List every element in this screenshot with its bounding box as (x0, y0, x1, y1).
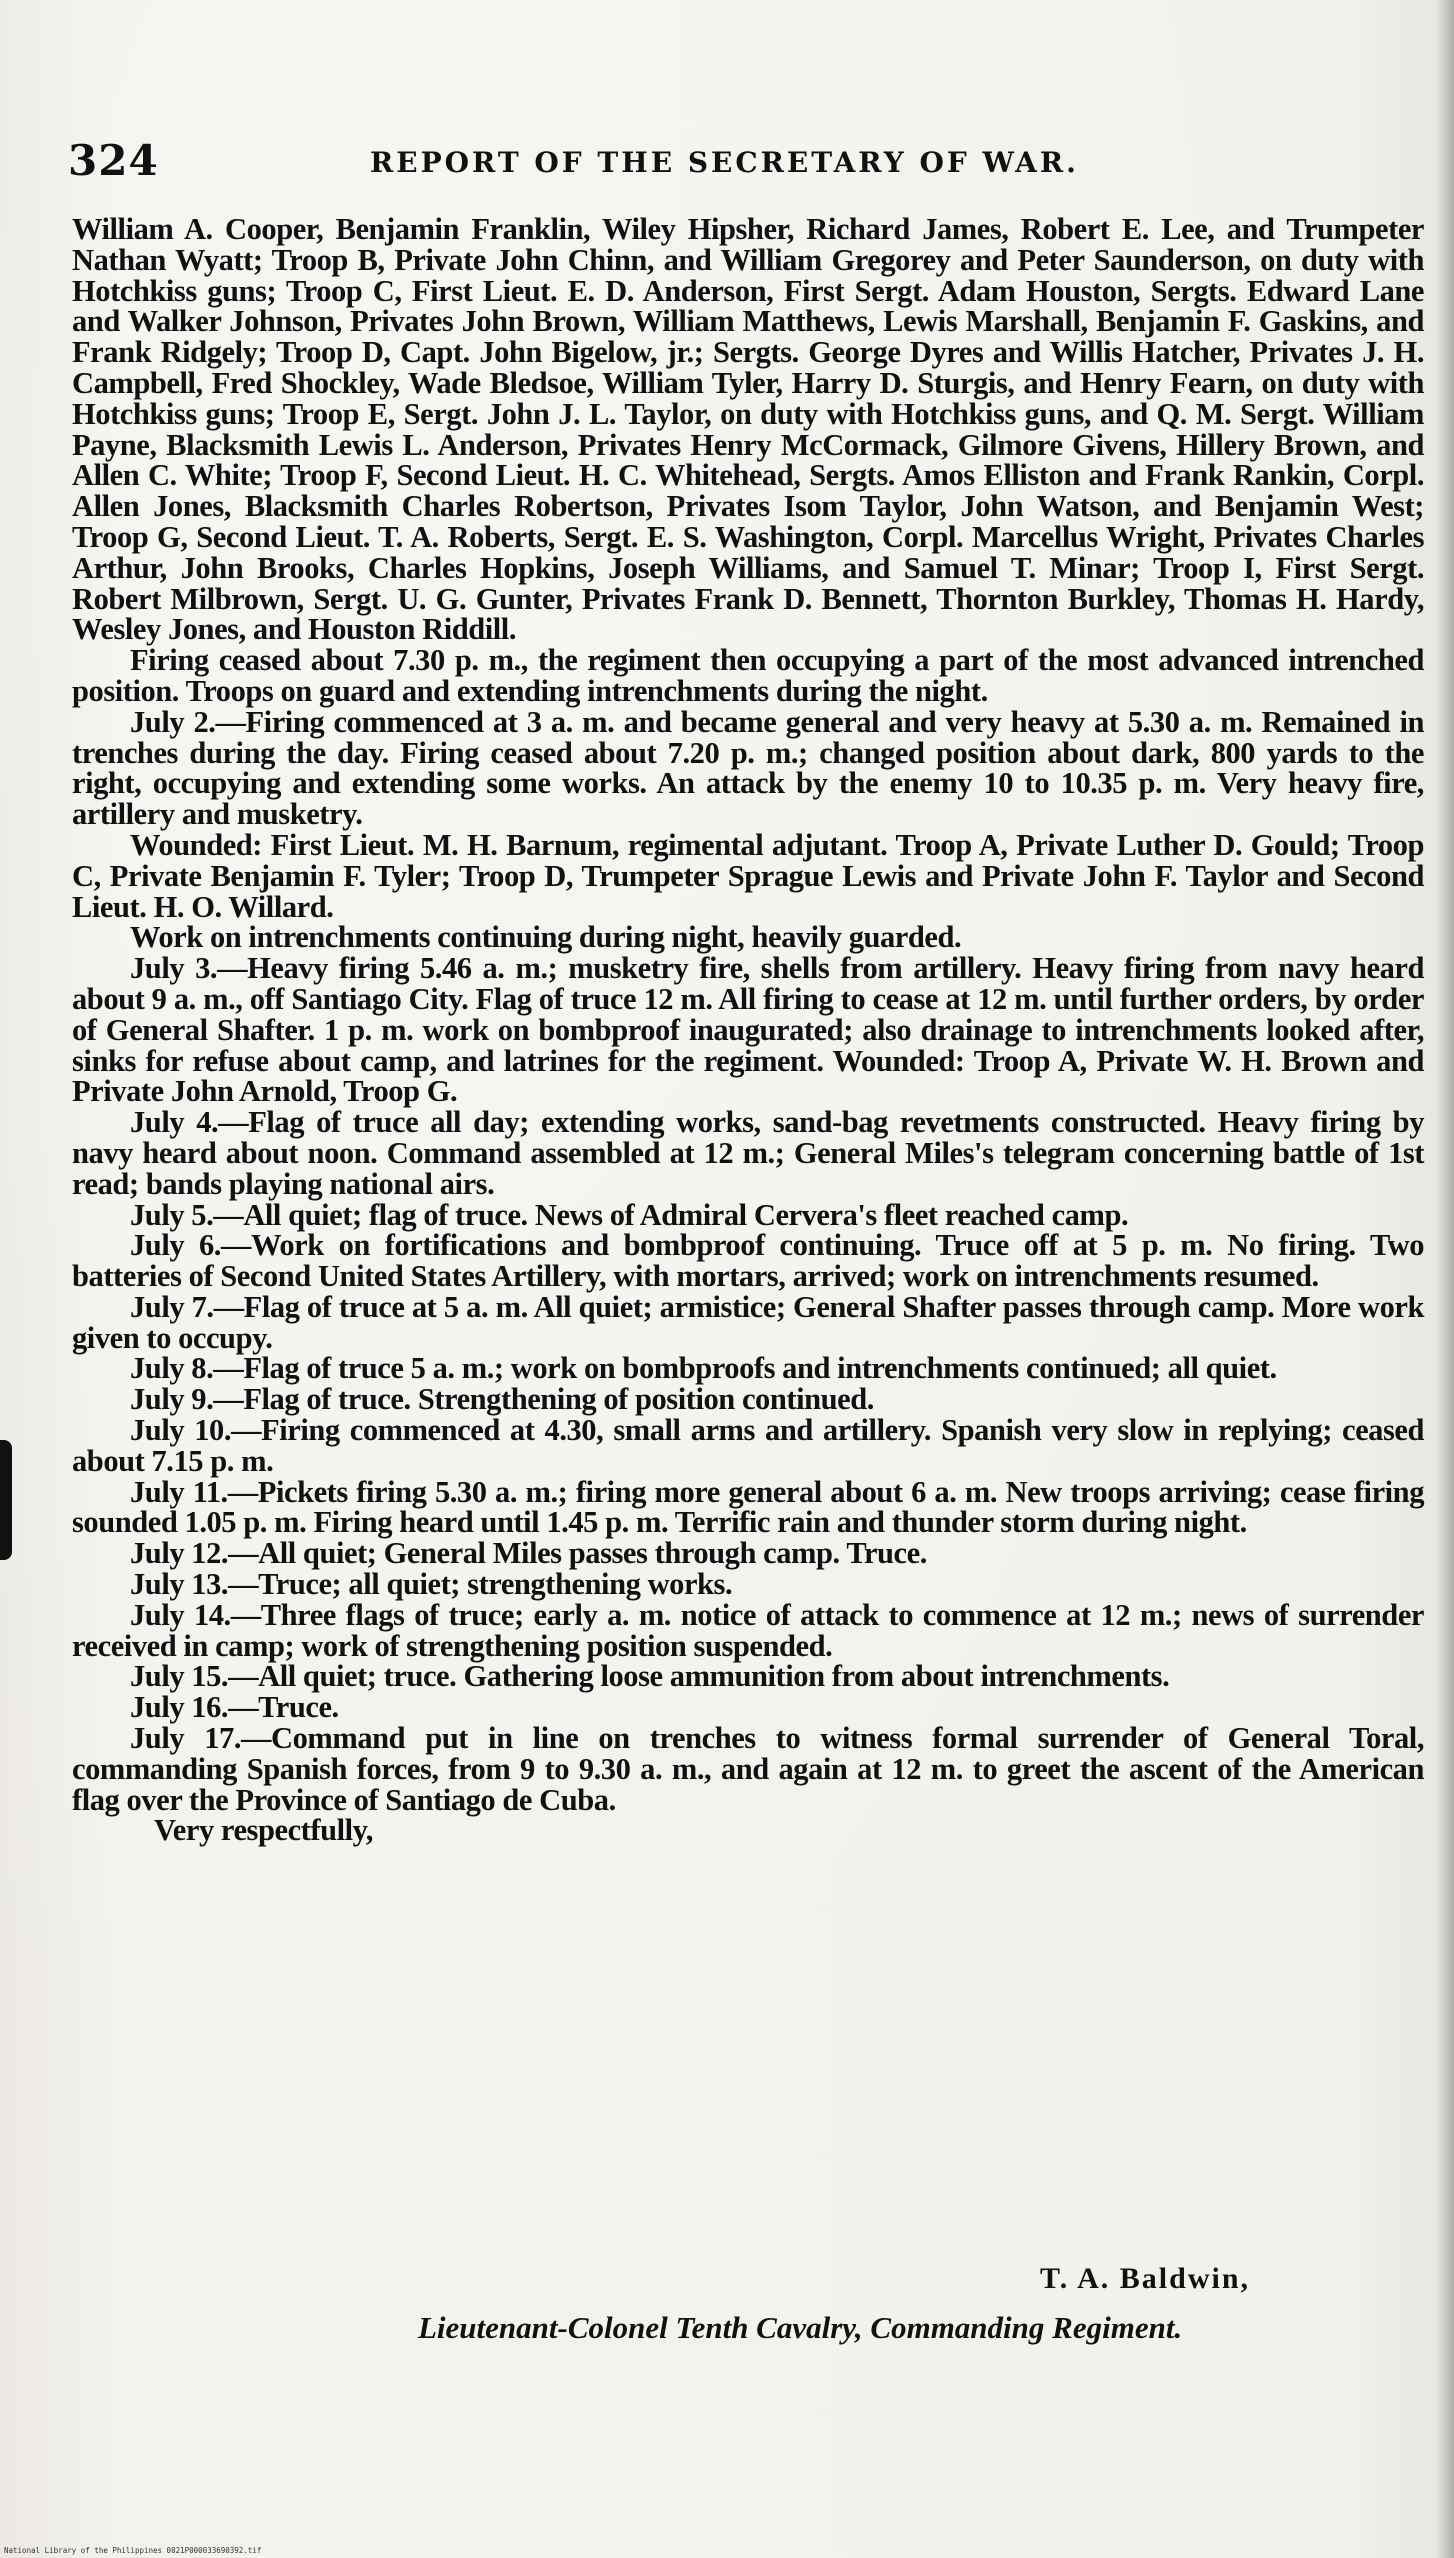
paragraph-wounded: Wounded: First Lieut. M. H. Barnum, regimental adjutant. Troop A, Private Luther D. Gould; Troop C, Private Benjamin F. Tyler; Troop D, Trumpeter Sprague Lewis and Private John F. Taylor and Second Lieut. H. O. Willard. (72, 827, 1424, 924)
signer-title: Lieutenant-Colonel Tenth Cavalry, Commanding Regiment. (418, 2310, 1183, 2345)
paragraph-july-16: July 16.—Truce. (130, 1690, 339, 1725)
paragraph-july-6: July 6.—Work on fortifications and bombproof continuing. Truce off at 5 p. m. No firing. Two batteries of Second United States Artillery, with mortars, arrived; work on intrenchments resumed. (72, 1228, 1424, 1294)
page-number: 324 (68, 136, 159, 185)
paragraph-july-15: July 15.—All quiet; truce. Gathering loose ammunition from about intrenchments. (130, 1659, 1170, 1694)
paragraph-roster: William A. Cooper, Benjamin Franklin, Wiley Hipsher, Richard James, Robert E. Lee, and Trumpeter Nathan Wyatt; Troop B, Private John Chinn, and William Gregorey and Peter Saunderson, on duty with Hotchkiss guns; Troop C, First Lieut. E. D. Anderson, First Sergt. Adam Houston, Sergts. Edward Lane and Walker Johnson, Privates John Brown, William Matthews, Lewis Marshall, Benjamin F. Gaskins, and Frank Ridgely; Troop D, Capt. John Bigelow, jr.; Sergts. George Dyres and Willis Hatcher, Privates J. H. Campbell, Fred Shockley, Wade Bledsoe, William Tyler, Harry D. Sturgis, and Henry Fearn, on duty with Hotchkiss guns; Troop E, Sergt. John J. L. Taylor, on duty with Hotchkiss guns, and Q. M. Sergt. William Payne, Blacksmith Lewis L. Anderson, Privates Henry McCormack, Gilmore Givens, Hillery Brown, and Allen C. White; Troop F, Second Lieut. H. C. Whitehead, Sergts. Amos Elliston and Frank Rankin, Corpl. Allen Jones, Blacksmith Charles Robertson, Privates Isom Taylor, John Watson, and Benjamin West; Troop G, Second Lieut. T. A. Roberts, Sergt. E. S. Washington, Corpl. Marcellus Wright, Privates Charles Arthur, John Brooks, Charles Hopkins, Joseph Williams, and Samuel T. Minar; Troop I, First Sergt. Robert Milbrown, Sergt. U. G. Gunter, Privates Frank D. Bennett, Thornton Burkley, Thomas H. Hardy, Wesley Jones, and Houston Riddill. (72, 212, 1424, 647)
page-header (68, 132, 1428, 196)
paragraph-july-9: July 9.—Flag of truce. Strengthening of position continued. (130, 1382, 874, 1417)
paragraph: Work on intrenchments continuing during night, heavily guarded. (130, 920, 962, 955)
paragraph-july-2: July 2.—Firing commenced at 3 a. m. and became general and very heavy at 5.30 a. m. Remained in trenches during the day. Firing ceased about 7.20 p. m.; changed position about dark, 800 yards to the right, occupying and extending some works. An attack by the enemy 10 to 10.35 p. m. Very heavy fire, artillery and musketry. (72, 704, 1424, 832)
paragraph-july-12: July 12.—All quiet; General Miles passes through camp. Truce. (130, 1536, 927, 1571)
paragraph-july-8: July 8.—Flag of truce 5 a. m.; work on bombproofs and intrenchments continued; all quiet. (130, 1351, 1277, 1386)
scan-binding-mark (0, 1440, 12, 1560)
paragraph-july-4: July 4.—Flag of truce all day; extending works, sand-bag revetments constructed. Heavy firing by navy heard about noon. Command assembled at 12 m.; General Miles's telegram concerning battle of 1st read; bands playing national airs. (72, 1105, 1424, 1201)
paragraph-july-14: July 14.—Three flags of truce; early a. m. notice of attack to commence at 12 m.; news of surrender received in camp; work of strengthening position suspended. (72, 1597, 1424, 1663)
scan-credit: National Library of the Philippines 0021P000033690392.tif (4, 2546, 262, 2555)
paragraph-july-3: July 3.—Heavy firing 5.46 a. m.; musketry fire, shells from artillery. Heavy firing from navy heard about 9 a. m., off Santiago City. Flag of truce 12 m. All firing to cease at 12 m. until further orders, by order of General Shafter. 1 p. m. work on bombproof inaugurated; also drainage to intrenchments looked after, sinks for refuse about camp, and latrines for the regiment. Wounded: Troop A, Private W. H. Brown and Private John Arnold, Troop G. (72, 951, 1424, 1109)
paragraph-july-7: July 7.—Flag of truce at 5 a. m. All quiet; armistice; General Shafter passes through camp. More work given to occupy. (72, 1289, 1424, 1355)
signature-block (400, 2262, 1400, 2382)
report-body (72, 214, 1424, 1846)
paragraph: Firing ceased about 7.30 p. m., the regiment then occupying a part of the most advanced intrenched position. Troops on guard and extending intrenchments during the night. (72, 643, 1424, 708)
signer-name: T. A. Baldwin, (1040, 2262, 1251, 2295)
paragraph-july-10: July 10.—Firing commenced at 4.30, small arms and artillery. Spanish very slow in replying; ceased about 7.15 p. m. (72, 1413, 1424, 1478)
running-title: REPORT OF THE SECRETARY OF WAR. (370, 146, 1079, 179)
page-edge-shadow (1436, 0, 1454, 2558)
closing-salutation: Very respectfully, (154, 1813, 373, 1848)
paragraph-july-17: July 17.—Command put in line on trenches to witness formal surrender of General Toral, commanding Spanish forces, from 9 to 9.30 a. m., and again at 12 m. to greet the ascent of the American flag over the Province of Santiago de Cuba. (72, 1721, 1424, 1817)
paragraph-july-5: July 5.—All quiet; flag of truce. News of Admiral Cervera's fleet reached camp. (130, 1197, 1129, 1232)
paragraph-july-13: July 13.—Truce; all quiet; strengthening works. (130, 1567, 733, 1602)
paragraph-july-11: July 11.—Pickets firing 5.30 a. m.; firing more general about 6 a. m. New troops arriving; cease firing sounded 1.05 p. m. Firing heard until 1.45 p. m. Terrific rain and thunder storm during night. (72, 1474, 1424, 1540)
